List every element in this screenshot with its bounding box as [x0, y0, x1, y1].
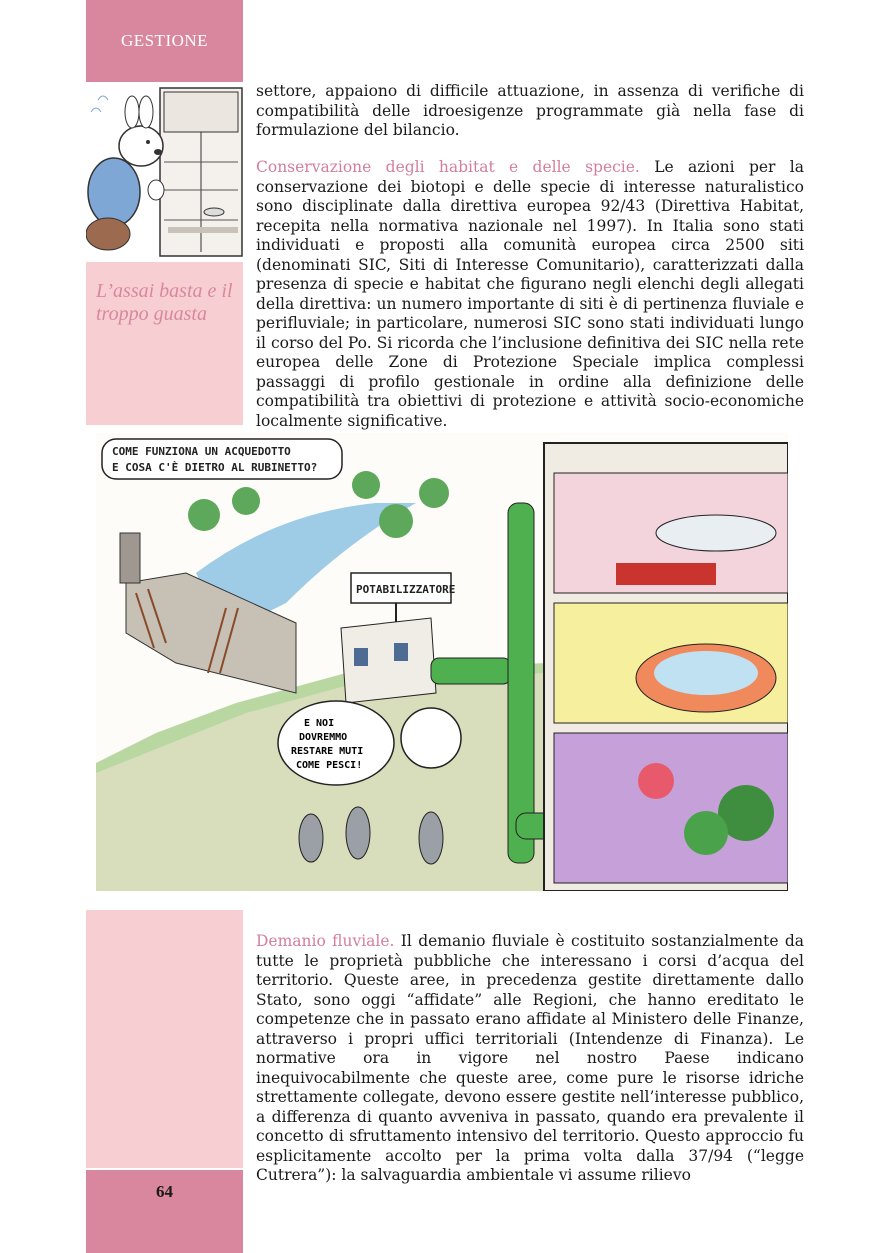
paragraph-habitat-text: Le azioni per la conservazione dei biotopi e delle specie di interesse naturalistico sono disciplinate dalla direttiva europea 92/43 (Direttiva Habitat, recepita nella normativa nazionale nel 1997). In Italia sono stati individuati e proposti alla comunità europea circa 2500 siti (denominati SIC, Siti di Interesse Comunitario), caratterizzati dalla presenza di specie e habitat che figurano negli elenchi degli allegati della direttiva: un numero importante di siti è di pertinenza fluviale e perifluviale; in particolare, numerosi SIC sono stati individuati lungo il corso del Po. Si ricorda che l’inclusione definitiva dei SIC nella rete europea delle Zone di Protezione Speciale implica complessi passaggi di profilo gestionale in ordine alla definizione delle compatibilità tra obiettivi di protezione e attività socio-economiche localmente significative.	[256, 158, 804, 430]
aqueduct-cartoon	[96, 433, 788, 891]
sidebar-pink-panel	[86, 910, 243, 1168]
paragraph-demanio	[256, 932, 804, 1186]
heading-demanio: Demanio fluviale.	[256, 932, 395, 950]
heading-habitat: Conservazione degli habitat e delle specie.	[256, 158, 640, 176]
page-number: 64	[156, 1182, 173, 1201]
sidebar-quote: L’assai basta e il troppo guasta	[96, 280, 233, 325]
paragraph-intro	[256, 82, 804, 141]
bubble-line2: DOVREMMO	[299, 732, 348, 743]
section-header-tab	[86, 0, 243, 82]
paragraph-demanio-text: Il demanio fluviale è costituito sostanzialmente da tutte le proprietà pubbliche che interessano i corsi d’acqua del territorio. Queste aree, in precedenza gestite direttamente dallo Stato, sono oggi “affidate” alle Regioni, che hanno ereditato le competenze che in passato erano affidate al Ministero delle Finanze, attraverso i propri uffici territoriali (Intendenze di Finanza). Le normative ora in vigore nel nostro Paese indicano inequivocabilmente che queste aree, come pure le risorse idriche strettamente collegate, devono essere gestite nell’interesse pubblico, a differenza di quanto avveniva in passato, quando era prevalente il concetto di sfruttamento intensivo del territorio. Questo approccio fu esplicitamente accolto per la prima volta dalla 37/94 (“legge Cutrera”): la salvaguardia ambientale vi assume rilievo	[256, 932, 804, 1184]
paragraph-habitat	[256, 158, 804, 431]
bubble-line3: RESTARE MUTI	[291, 746, 364, 757]
potabilizzatore-sign: POTABILIZZATORE	[356, 583, 456, 596]
cartoon-caption-line2: E COSA C'È DIETRO AL RUBINETTO?	[112, 461, 318, 474]
cartoon-caption-line1: COME FUNZIONA UN ACQUEDOTTO	[112, 445, 291, 458]
bubble-line1: E NOI	[304, 718, 335, 729]
mouse-fridge-illustration	[86, 82, 243, 260]
page-number-tab	[86, 1170, 243, 1253]
paragraph-intro-text: settore, appaiono di difficile attuazione, in assenza di verifiche di compatibilità delle idroesigenze programmate già nella fase di formulazione del bilancio.	[256, 82, 804, 139]
section-title: GESTIONE	[120, 31, 209, 50]
bubble-line4: COME PESCI!	[296, 760, 363, 771]
